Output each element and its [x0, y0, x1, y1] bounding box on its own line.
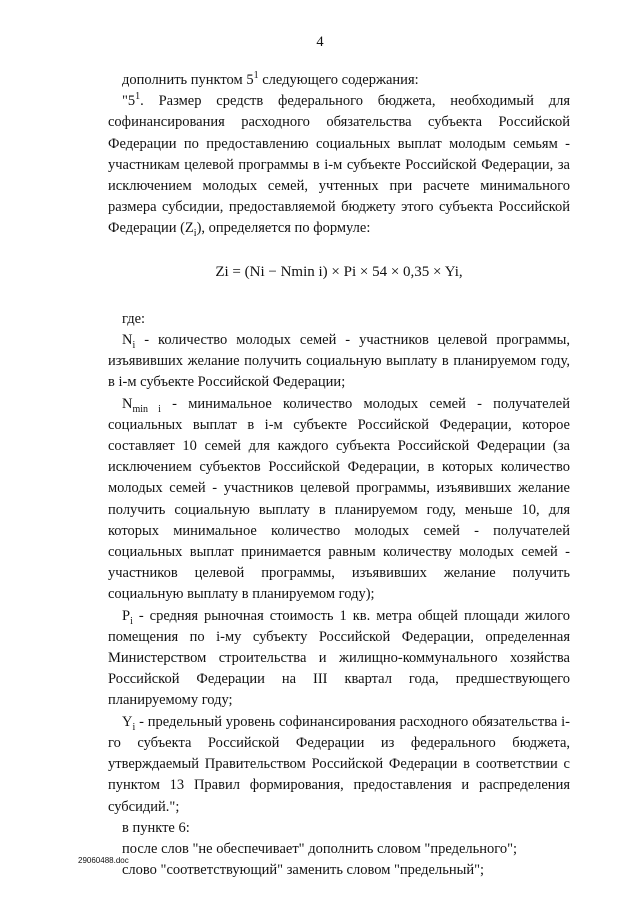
paragraph-5-1 — [108, 91, 570, 239]
symbol: N — [122, 395, 133, 412]
superscript: 1 — [253, 70, 259, 82]
symbol: P — [122, 607, 131, 624]
amendment-2: слово "соответствующий" заменить словом "предельный"; — [122, 862, 485, 879]
symbol: Y — [122, 713, 133, 730]
subscript: i — [130, 615, 133, 627]
intro-line — [108, 70, 570, 91]
formula: Zi = (Ni − Nmin i) × Pi × 54 × 0,35 × Yi, — [215, 263, 463, 280]
document-body — [108, 70, 570, 881]
symbol: N — [122, 332, 133, 349]
subscript: i — [193, 228, 197, 240]
definition-text: - количество молодых семей - участников целевой программы, изъявивших желание получить социальную выплату в планируемом году, в i-м субъекте Российской Федерации; — [108, 332, 570, 391]
definition-yi — [108, 712, 570, 818]
definition-ni — [108, 330, 570, 394]
intro-text: дополнить пунктом 5 — [122, 72, 254, 88]
definition-text: - предельный уровень софинансирования расходного обязательства i-го субъекта Российской Федерации из федерального бюджета, утверждаемый Правительством Российской Федерации в соответствии с пунктом 13 Правил формирования, предоставления и распределения субсидий."; — [108, 713, 570, 815]
subscript: i — [132, 721, 136, 733]
subscript: i — [132, 339, 136, 351]
where-label: где: — [122, 310, 146, 327]
subscript: min i — [132, 403, 161, 415]
definition-text: - минимальное количество молодых семей - получателей социальных выплат в i-м субъекте Российской Федерации, которое составляет 10 семей для каждого субъекта Российской Федерации (за исключением субъектов Российской Федерации, в которых количество молодых семей - участников целевой программы, изъявивших желание получить социальную выплату в планируемом году, меньше 10, для которых минимальное количество молодых семей - получателей социальных выплат принимается равным количеству молодых семей - участников целевой программы, изъявивших желание получить социальную выплату в планируемом году); — [108, 395, 570, 603]
paragraph-text: . Размер средств федерального бюджета, необходимый для софинансирования расходного обязательства субъекта Российской Федерации по предоставлению социальных выплат молодым семьям - участникам целевой программы в i-м субъекте Российской Федерации, за исключением молодых семей, учтенных при расчете минимального размера субсидии, предоставляемой бюджету этого субъекта Российской Федерации (Z — [108, 93, 570, 237]
definition-text: - средняя рыночная стоимость 1 кв. метра общей площади жилого помещения по i-му субъекту Российской Федерации, определенная Министерством строительства и жилищно-коммунального хозяйства Российской Федерации на III квартал года, предшествующего планируемому году; — [108, 607, 570, 709]
intro-text-end: следующего содержания: — [258, 72, 419, 88]
page-number: 4 — [316, 34, 324, 50]
footer-filename: 29060488.doc — [78, 856, 129, 865]
definition-nmin — [108, 394, 570, 606]
amendment-1: после слов "не обеспечивает" дополнить словом "предельного"; — [122, 840, 518, 857]
superscript: 1 — [135, 91, 141, 103]
paragraph-end: ), определяется по формуле: — [196, 220, 371, 237]
definition-pi — [108, 606, 570, 712]
paragraph-lead: "5 — [122, 93, 136, 110]
item-6: в пункте 6: — [122, 819, 190, 836]
